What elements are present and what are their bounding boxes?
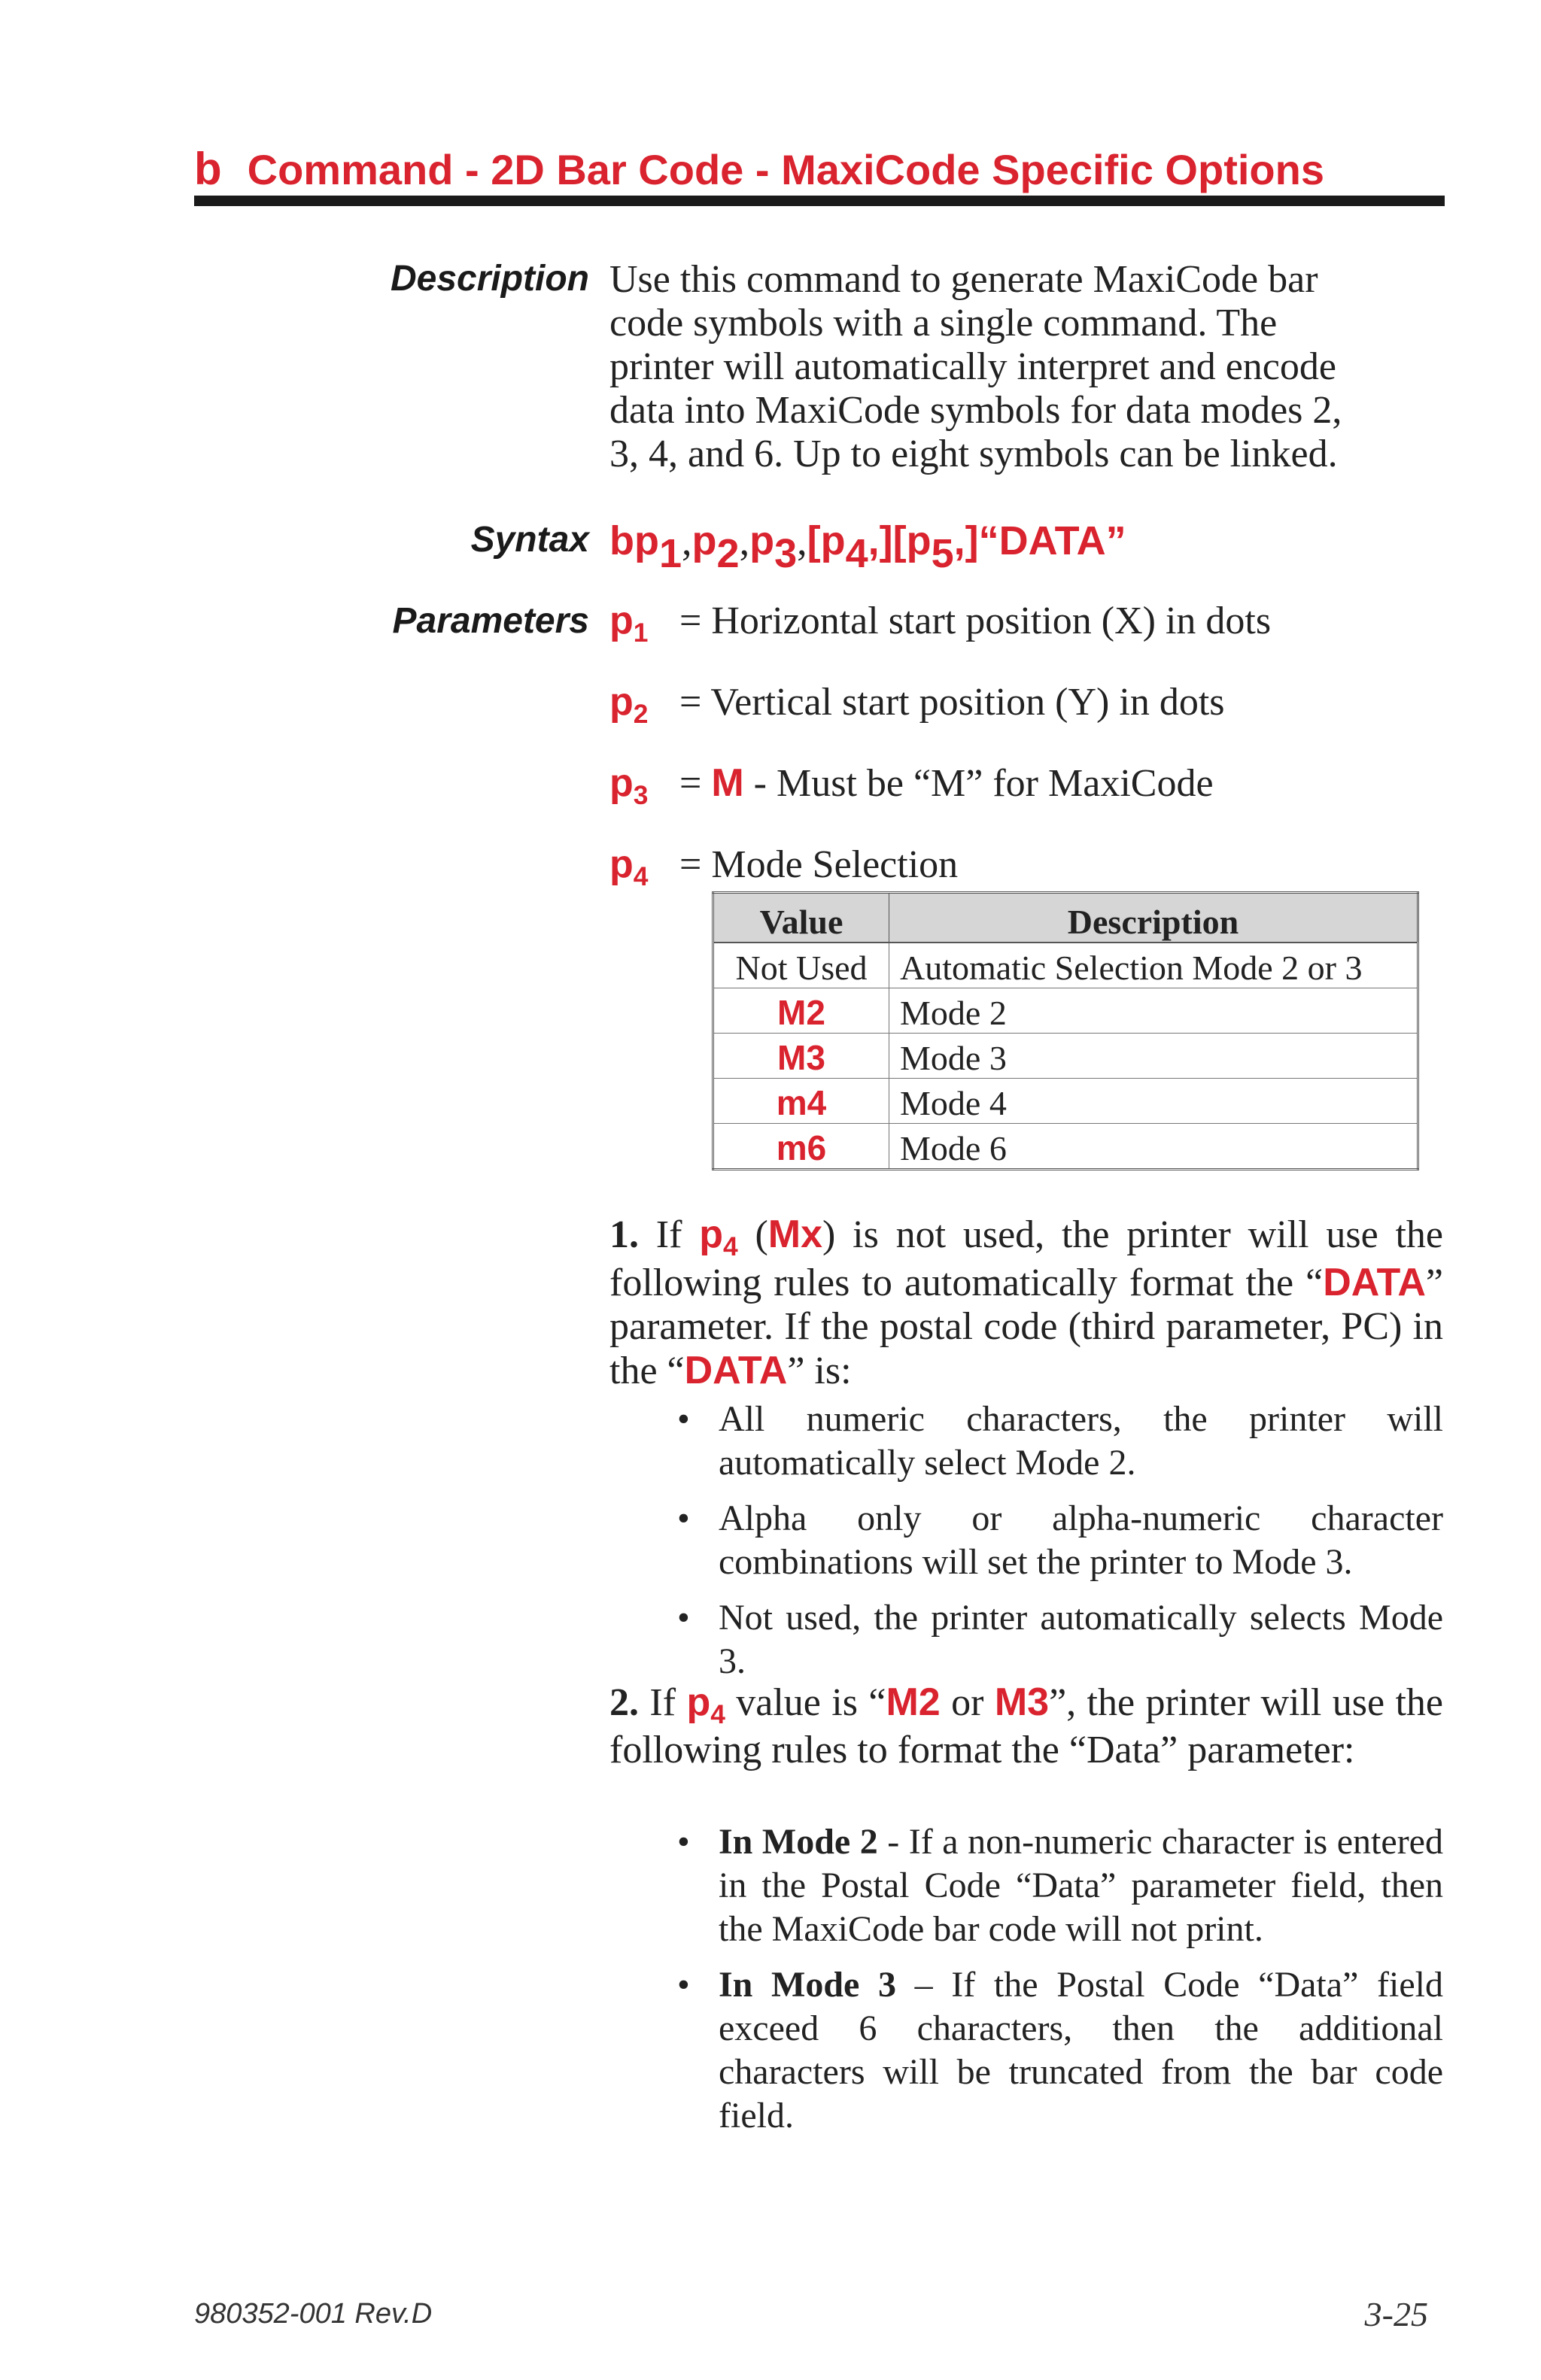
param-sub: 1: [633, 618, 649, 648]
note-1: [609, 1213, 1443, 1393]
param-name: p: [609, 761, 634, 805]
bullet-heading: In Mode 3: [719, 1965, 896, 2005]
note-param-sub: 4: [710, 1700, 725, 1730]
syntax-comma: ,: [739, 518, 750, 563]
description-label: Description: [390, 259, 589, 299]
table-header: Description: [889, 893, 1418, 943]
syntax-sub: 2: [716, 531, 740, 577]
syntax-bp: bp: [609, 518, 659, 563]
mode-table: [712, 891, 1419, 1170]
table-cell-desc: Automatic Selection Mode 2 or 3: [889, 943, 1418, 988]
note-text: ) is not used, the printer will use the following rules to automatically format the “: [609, 1213, 1443, 1304]
param-sub: 3: [633, 781, 649, 811]
list-item: • In Mode 3 – If the Postal Code “Data” field exceed 6 characters, then the additional characters will be truncated from the bar code field.: [677, 1965, 1443, 2136]
bullet-heading: In Mode 2: [719, 1822, 878, 1862]
param-name: p: [609, 680, 634, 724]
param-p3: [609, 761, 1214, 809]
note-text: If: [639, 1213, 700, 1256]
note-data: DATA: [684, 1349, 788, 1392]
table-cell-desc: Mode 2: [889, 988, 1418, 1034]
syntax-string: [609, 518, 1126, 577]
bullet-text: - If a non-numeric character is entered in the Postal Code “Data” parameter field, then the MaxiCode bar code will not print.: [719, 1822, 1443, 1949]
description-line: data into MaxiCode symbols for data modes 2,: [609, 389, 1342, 432]
note-text: or: [940, 1681, 995, 1724]
bullet-text: All numeric characters, the printer will automatically select Mode 2.: [719, 1399, 1443, 1483]
param-sub: 2: [633, 700, 649, 730]
command-letter: b: [194, 144, 222, 194]
note-1-bullets: [677, 1398, 1443, 1695]
syntax-sub: 5: [931, 531, 954, 577]
table-row: [713, 1124, 1418, 1170]
note-2: [609, 1680, 1443, 1772]
description-line: code symbols with a single command. The: [609, 302, 1278, 345]
note-text: (: [737, 1213, 768, 1256]
header-rule: [194, 196, 1445, 206]
note-text: If: [639, 1681, 687, 1724]
list-item: • In Mode 2 - If a non-numeric character is entered in the Postal Code “Data” parameter field, then the MaxiCode bar code will not print.: [677, 1822, 1443, 1949]
description-line: Use this command to generate MaxiCode bar: [609, 258, 1318, 301]
param-sub: 4: [633, 862, 649, 892]
syntax-sub: 3: [774, 531, 798, 577]
note-mode: M2: [886, 1680, 941, 1724]
note-param-sub: 4: [722, 1232, 738, 1262]
param-text: = Mode Selection: [670, 843, 959, 886]
page-number: 3-25: [1364, 2295, 1428, 2333]
param-p4: [609, 842, 958, 891]
syntax-data: “DATA”: [978, 518, 1126, 563]
syntax-p: p: [749, 518, 775, 563]
table-cell-value: M3: [713, 1034, 889, 1079]
syntax-p: p: [691, 518, 717, 563]
note-data: DATA: [1323, 1261, 1426, 1304]
param-eq: =: [670, 762, 712, 805]
syntax-bracket: ,]: [953, 518, 979, 563]
table-cell-value: m4: [713, 1079, 889, 1124]
table-header-row: [713, 893, 1418, 943]
parameters-label: Parameters: [392, 601, 589, 641]
bullet-text: Alpha only or alpha-numeric character combinations will set the printer to Mode 3.: [719, 1498, 1443, 1582]
table-cell-desc: Mode 3: [889, 1034, 1418, 1079]
table-row: [713, 988, 1418, 1034]
section-title: Command - 2D Bar Code - MaxiCode Specific Options: [247, 146, 1324, 193]
syntax-bracket: ,]: [868, 518, 893, 563]
note-number: 2.: [609, 1681, 639, 1724]
param-p1: [609, 599, 1271, 647]
note-2-bullets: [677, 1820, 1443, 2150]
note-number: 1.: [609, 1213, 639, 1256]
table-cell-desc: Mode 4: [889, 1079, 1418, 1124]
table-row: [713, 1079, 1418, 1124]
table-cell-value: m6: [713, 1124, 889, 1170]
table-row: [713, 943, 1418, 988]
syntax-comma: ,: [797, 518, 807, 563]
note-text: ”, the printer will use the following rules to format the “Data” parameter:: [609, 1681, 1444, 1771]
list-item: • All numeric characters, the printer will automatically select Mode 2.: [677, 1399, 1443, 1483]
syntax-p: [p: [807, 518, 846, 563]
syntax-label: Syntax: [470, 520, 589, 560]
table-header: Value: [713, 893, 889, 943]
note-param: p: [699, 1213, 723, 1256]
description-text: [609, 258, 1443, 476]
table-cell-value: Not Used: [713, 943, 889, 988]
table-row: [713, 1034, 1418, 1079]
note-param: p: [686, 1680, 711, 1724]
list-item: • Alpha only or alpha-numeric character combinations will set the printer to Mode 3.: [677, 1498, 1443, 1582]
syntax-p: [p: [892, 518, 932, 563]
note-text: value is “: [725, 1681, 886, 1724]
param-text: = Vertical start position (Y) in dots: [670, 681, 1225, 724]
param-text: - Must be “M” for MaxiCode: [743, 762, 1214, 805]
note-text: ” parameter. If the postal code (third parameter, PC) in the “: [609, 1261, 1443, 1392]
section-header: [194, 143, 1443, 195]
table-cell-desc: Mode 6: [889, 1124, 1418, 1170]
syntax-comma: ,: [682, 518, 692, 563]
bullet-text: Not used, the printer automatically selects Mode 3.: [719, 1598, 1443, 1681]
description-line: 3, 4, and 6. Up to eight symbols can be linked.: [609, 433, 1338, 475]
param-name: p: [609, 599, 634, 642]
bullet-text: – If the Postal Code “Data” field exceed 6 characters, then the additional characters will be truncated from the bar code field.: [719, 1965, 1443, 2136]
syntax-sub: 1: [658, 531, 682, 577]
list-item: • Not used, the printer automatically selects Mode 3.: [677, 1598, 1443, 1681]
description-line: printer will automatically interpret and encode: [609, 345, 1336, 388]
param-name: p: [609, 842, 634, 886]
note-mx: Mx: [767, 1213, 823, 1256]
param-p2: [609, 680, 1225, 728]
param-text: = Horizontal start position (X) in dots: [670, 600, 1272, 642]
document-number: 980352-001 Rev.D: [194, 2298, 433, 2330]
note-mode: M3: [994, 1680, 1050, 1724]
table-cell-value: M2: [713, 988, 889, 1034]
param-m-value: M: [711, 761, 744, 805]
note-text: ” is:: [787, 1349, 852, 1392]
syntax-sub: 4: [845, 531, 868, 577]
